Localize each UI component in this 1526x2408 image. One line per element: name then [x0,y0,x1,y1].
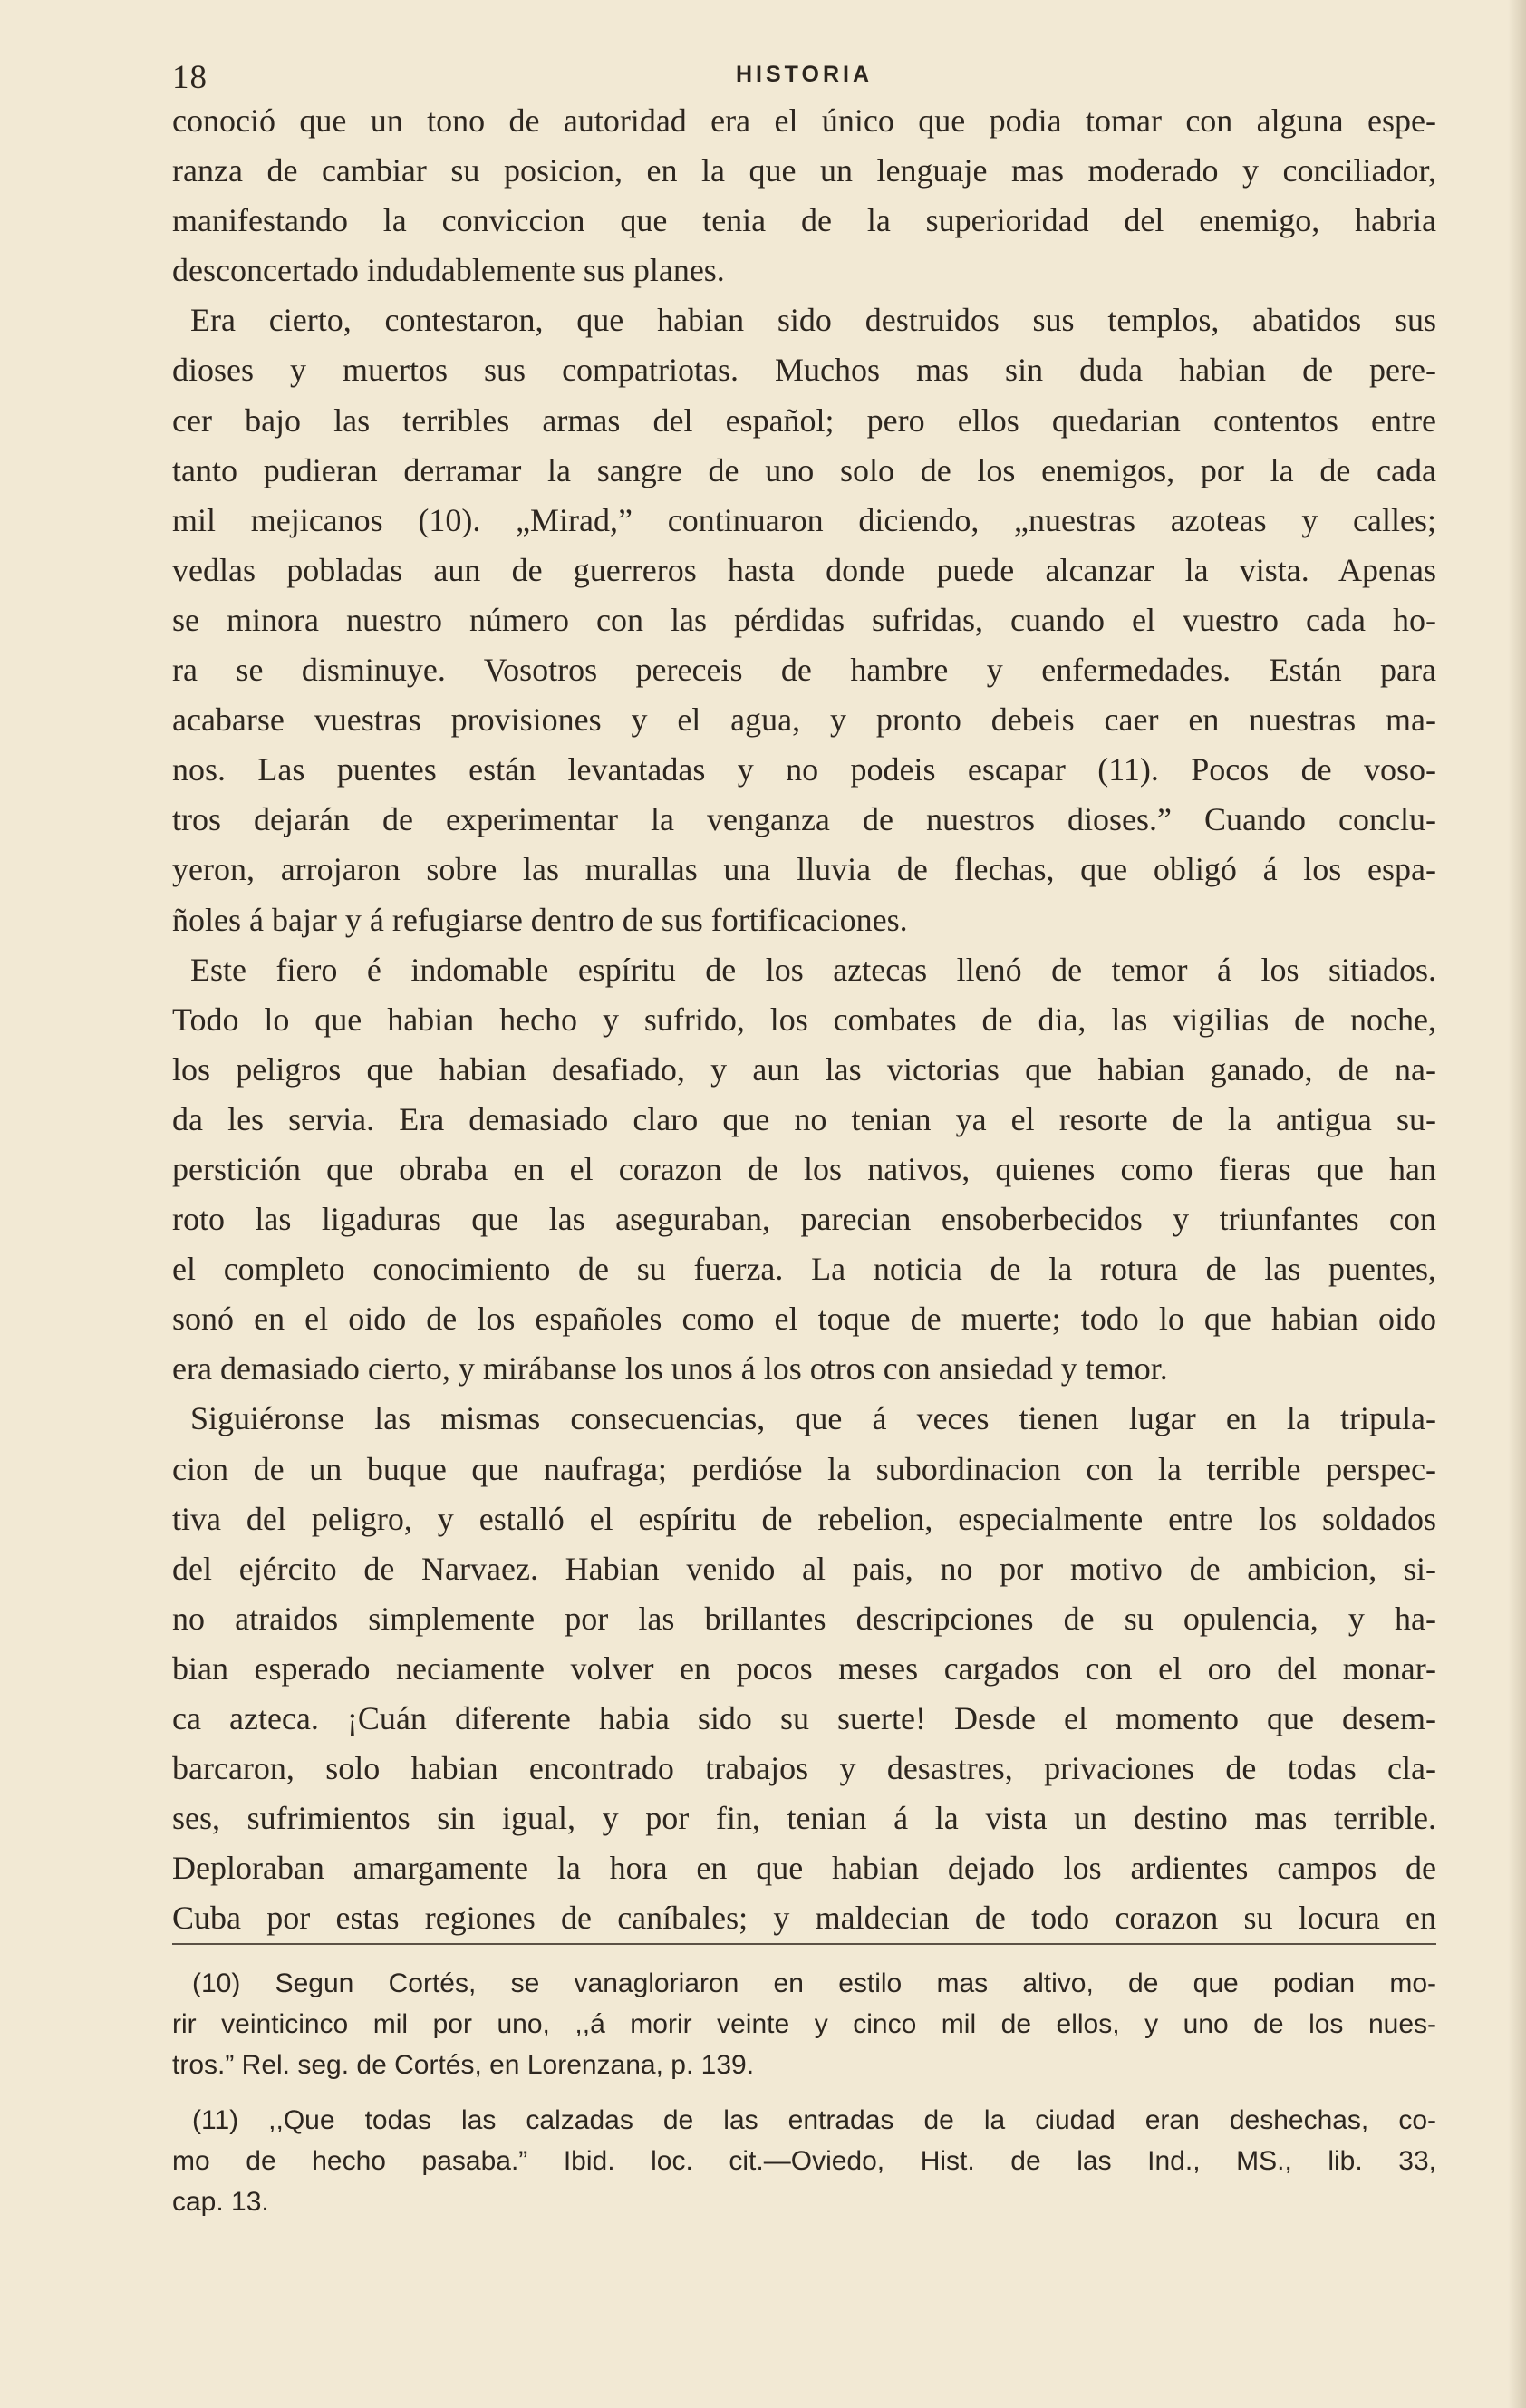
footnote-gap [172,2085,1436,2100]
text-line: Todo lo que habian hecho y sufrido, los combates de dia, las vigilias de noche, [172,1001,1436,1038]
text-line: tanto pudieran derramar la sangre de uno solo de los enemigos, por la de cada [172,451,1436,488]
text-line: roto las ligaduras que las aseguraban, parecian ensoberbecidos y triunfantes con [172,1201,1436,1238]
footnote-line: tros.” Rel. seg. de Cortés, en Lorenzana, p. 139. [172,2050,755,2080]
text-line: cer bajo las terribles armas del español; pero ellos quedarian contentos entre [172,401,1436,439]
footnote-divider [172,1943,1436,1945]
text-line: ses, sufrimientos sin igual, y por fin, tenian á la vista un destino mas terrible. [172,1800,1436,1837]
text-line: ranza de cambiar su posicion, en la que un lenguaje mas moderado y conciliador, [172,152,1436,189]
footnote-line: (11) ,,Que todas las calzadas de las entradas de la ciudad eran deshechas, co- [192,2105,1436,2135]
footnote-line: cap. 13. [172,2187,269,2217]
text-line: Deploraban amargamente la hora en que habian dejado los ardientes campos de [172,1850,1436,1887]
text-line: ca azteca. ¡Cuán diferente habia sido su suerte! Desde el momento que desem- [172,1700,1436,1736]
page-number: 18 [172,59,208,96]
text-line: bian esperado neciamente volver en pocos meses cargados con el oro del monar- [172,1649,1436,1687]
text-line: desconcertado indudablemente sus planes. [172,252,725,289]
text-line: era demasiado cierto, y mirábanse los unos á los otros con ansiedad y temor. [172,1350,1168,1388]
text-line: Era cierto, contestaron, que habian sido destruidos sus templos, abatidos sus [190,302,1436,339]
text-line: yeron, arrojaron sobre las murallas una lluvia de flechas, que obligó á los espa- [172,851,1436,888]
text-line: sonó en el oido de los españoles como el toque de muerte; todo lo que habian oido [172,1301,1436,1338]
text-line: da les servia. Era demasiado claro que no tenian ya el resorte de la antigua su- [172,1100,1436,1137]
page-edge-shadow [1508,0,1526,2408]
text-line: no atraidos simplemente por las brillantes descripciones de su opulencia, y ha- [172,1600,1436,1637]
text-line: se minora nuestro número con las pérdidas sufridas, cuando el vuestro cada ho- [172,601,1436,638]
running-head: HISTORIA [736,62,873,87]
text-line: conoció que un tono de autoridad era el único que podia tomar con alguna espe- [172,102,1436,139]
text-line: ñoles á bajar y á refugiarse dentro de sus fortificaciones. [172,901,908,938]
text-line: ra se disminuye. Vosotros pereceis de hambre y enfermedades. Están para [172,652,1436,689]
footnote-line: rir veinticinco mil por uno, ,,á morir veinte y cinco mil de ellos, y uno de los nues- [172,2009,1436,2039]
text-line: Cuba por estas regiones de caníbales; y maldecian de todo corazon su locura en [172,1900,1436,1937]
text-line: manifestando la conviccion que tenia de la superioridad del enemigo, habria [172,202,1436,239]
text-line: Siguiéronse las mismas consecuencias, que á veces tienen lugar en la tripula- [190,1400,1436,1437]
text-line: mil mejicanos (10). „Mirad,” continuaron diciendo, „nuestras azoteas y calles; [172,501,1436,538]
text-line: vedlas pobladas aun de guerreros hasta donde puede alcanzar la vista. Apenas [172,551,1436,588]
footnotes [172,1963,1436,2222]
footnote-line: (10) Segun Cortés, se vanagloriaron en estilo mas altivo, de que podian mo- [192,1968,1436,1998]
text-line: dioses y muertos sus compatriotas. Muchos mas sin duda habian de pere- [172,352,1436,389]
text-line: perstición que obraba en el corazon de los nativos, quienes como fieras que han [172,1150,1436,1187]
footnote-line: mo de hecho pasaba.” Ibid. loc. cit.—Oviedo, Hist. de las Ind., MS., lib. 33, [172,2146,1436,2176]
text-line: tiva del peligro, y estalló el espíritu de rebelion, especialmente entre los soldados [172,1500,1436,1537]
main-text [172,96,1436,1943]
text-line: Este fiero é indomable espíritu de los aztecas llenó de temor á los sitiados. [190,951,1436,988]
text-line: tros dejarán de experimentar la venganza de nuestros dioses.” Cuando conclu- [172,801,1436,838]
text-line: el completo conocimiento de su fuerza. La noticia de la rotura de las puentes, [172,1251,1436,1288]
text-line: nos. Las puentes están levantadas y no podeis escapar (11). Pocos de voso- [172,751,1436,788]
text-line: del ejército de Narvaez. Habian venido al pais, no por motivo de ambicion, si- [172,1550,1436,1587]
text-line: barcaron, solo habian encontrado trabajos y desastres, privaciones de todas cla- [172,1750,1436,1787]
text-line: los peligros que habian desafiado, y aun las victorias que habian ganado, de na- [172,1050,1436,1088]
text-line: cion de un buque que naufraga; perdióse la subordinacion con la terrible perspec- [172,1450,1436,1487]
text-line: acabarse vuestras provisiones y el agua, y pronto debeis caer en nuestras ma- [172,701,1436,739]
